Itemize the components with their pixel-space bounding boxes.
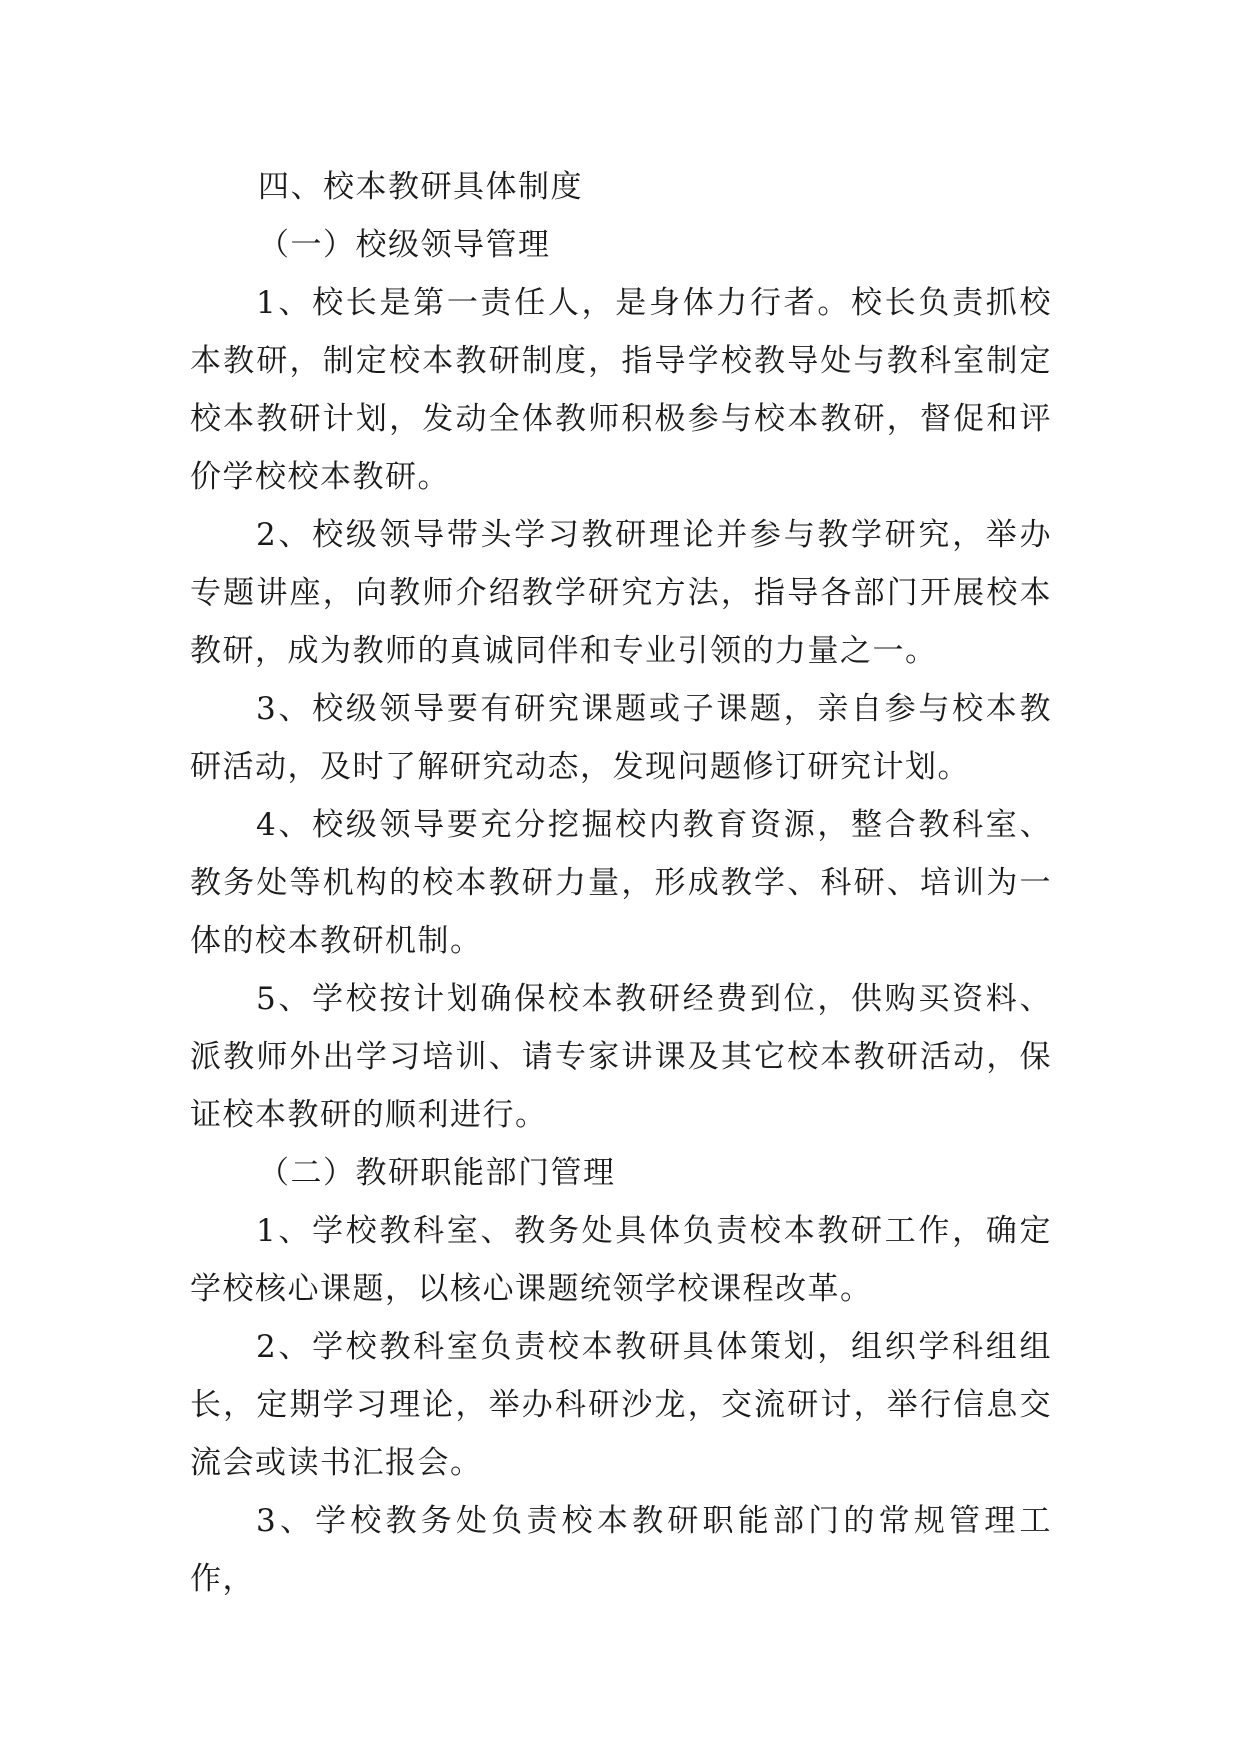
paragraph: 5、学校按计划确保校本教研经费到位，供购买资料、派教师外出学习培训、请专家讲课及其它校本教研活动，保证校本教研的顺利进行。 [190, 981, 1052, 1133]
paragraph: 2、学校教科室负责校本教研具体策划，组织学科组组长，定期学习理论，举办科研沙龙，交流研讨，举行信息交流会或读书汇报会。 [190, 1329, 1052, 1481]
subsection-heading-leadership: （一）校级领导管理 [258, 227, 551, 263]
paragraph: 1、校长是第一责任人，是身体力行者。校长负责抓校本教研，制定校本教研制度，指导学校教导处与教科室制定校本教研计划，发动全体教师积极参与校本教研，督促和评价学校校本教研。 [190, 285, 1052, 495]
document-body [190, 158, 1052, 1608]
section-heading: 四、校本教研具体制度 [258, 169, 583, 205]
paragraph: 4、校级领导要充分挖掘校内教育资源，整合教科室、教务处等机构的校本教研力量，形成教学、科研、培训为一体的校本教研机制。 [190, 807, 1052, 959]
paragraph: 2、校级领导带头学习教研理论并参与教学研究，举办专题讲座，向教师介绍教学研究方法，指导各部门开展校本教研，成为教师的真诚同伴和专业引领的力量之一。 [190, 517, 1052, 669]
paragraph: 3、校级领导要有研究课题或子课题，亲自参与校本教研活动，及时了解研究动态，发现问题修订研究计划。 [190, 691, 1052, 785]
paragraph: 3、学校教务处负责校本教研职能部门的常规管理工作， [190, 1503, 1052, 1597]
paragraph: 1、学校教科室、教务处具体负责校本教研工作，确定学校核心课题，以核心课题统领学校课程改革。 [190, 1213, 1052, 1307]
subsection-heading-departments: （二）教研职能部门管理 [258, 1155, 616, 1191]
